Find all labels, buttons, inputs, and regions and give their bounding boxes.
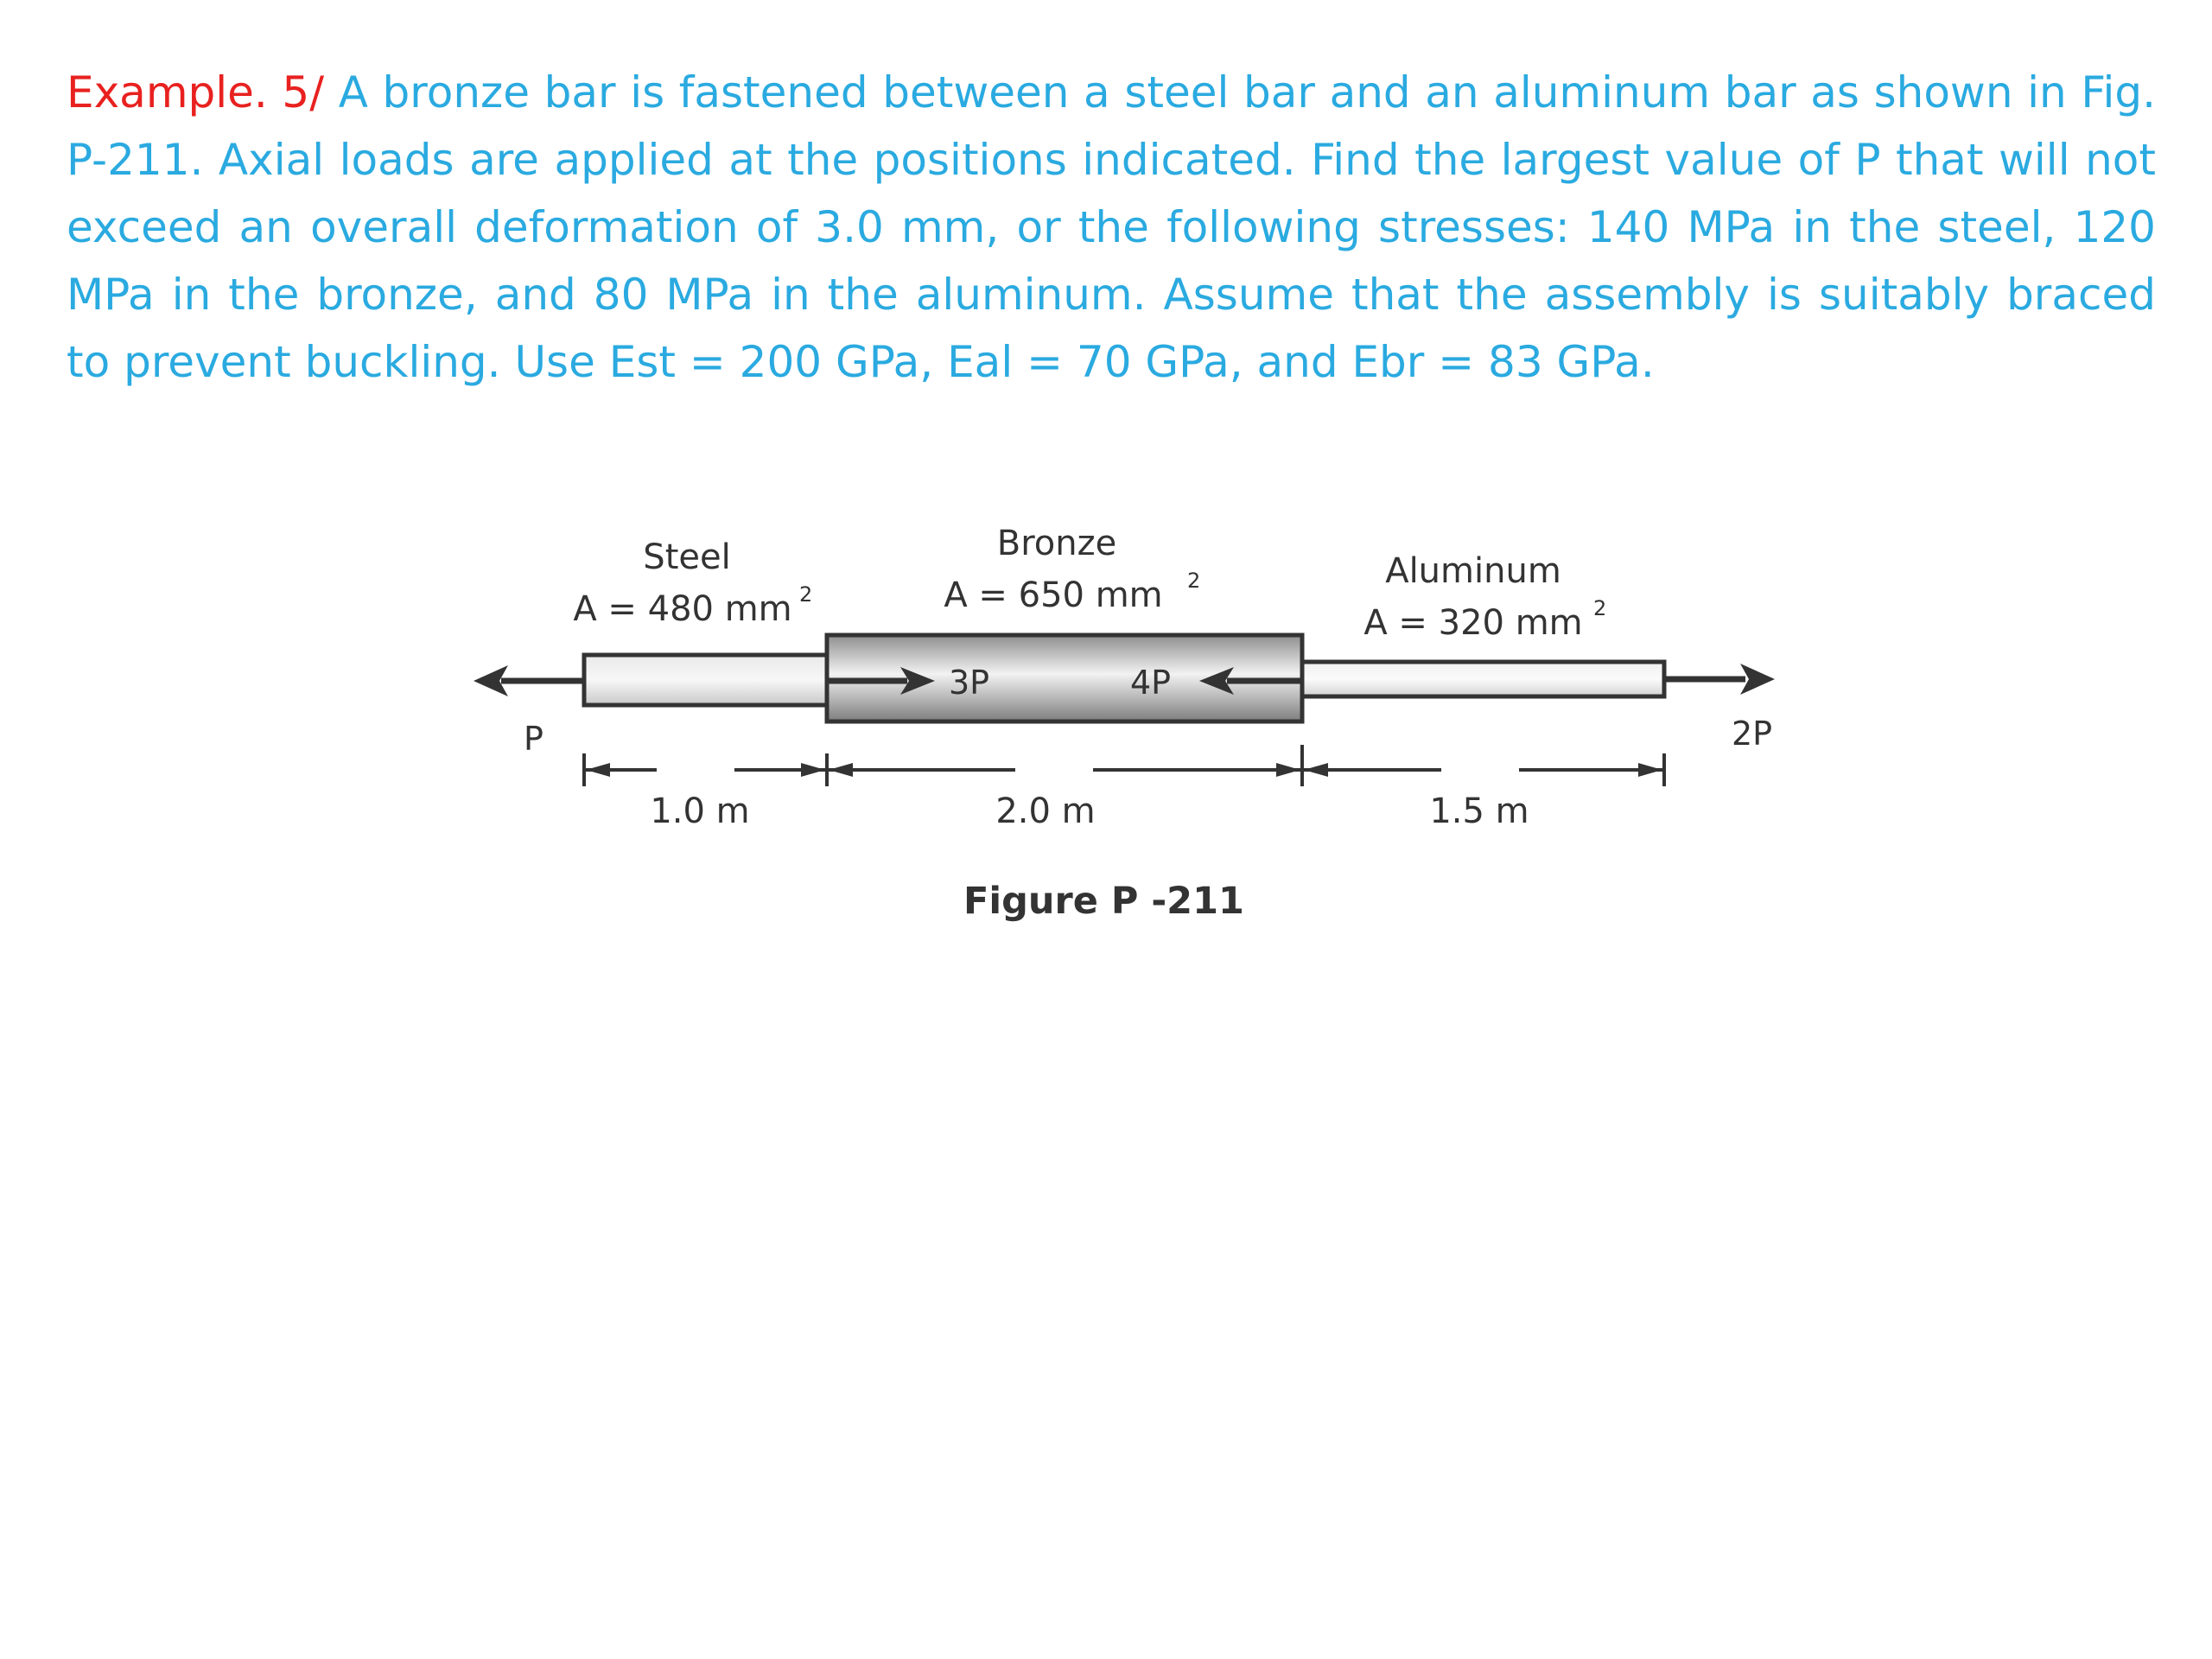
aluminum-bar <box>1302 662 1664 696</box>
steel-area: A = 480 mm <box>573 589 792 629</box>
steel-bar <box>584 655 827 705</box>
bronze-area-exponent: 2 <box>1187 569 1201 593</box>
dimension-gap-aluminum <box>1441 757 1519 783</box>
load-label-3p: 3P <box>949 664 990 702</box>
load-label-4p: 4P <box>1130 664 1172 702</box>
aluminum-name: Aluminum <box>1385 551 1561 591</box>
steel-length: 1.0 m <box>650 791 750 831</box>
load-arrow-right <box>1664 664 1775 695</box>
steel-name: Steel <box>643 537 731 577</box>
bronze-length: 2.0 m <box>995 791 1096 831</box>
load-label-p: P <box>524 720 543 758</box>
figure-caption: Figure P -211 <box>963 880 1244 923</box>
aluminum-length: 1.5 m <box>1429 791 1529 831</box>
steel-area-exponent: 2 <box>799 582 813 607</box>
example-label: Example. 5/ <box>67 67 325 118</box>
load-label-2p: 2P <box>1732 715 1773 753</box>
dimension-gap-steel <box>657 757 734 783</box>
load-arrow-left <box>474 665 584 696</box>
aluminum-area: A = 320 mm <box>1363 603 1583 643</box>
bronze-area: A = 650 mm <box>944 575 1163 615</box>
aluminum-area-exponent: 2 <box>1593 596 1607 620</box>
bronze-name: Bronze <box>996 524 1117 563</box>
dimension-gap-bronze <box>1015 757 1093 783</box>
problem-text: A bronze bar is fastened between a steel bar and an aluminum bar as shown in Fig. P-211. Axial loads are applied at the positions indicated. Find the largest value of P that will not exceed an overall deformation of 3.0 mm, or the following stresses: 140 MPa in the steel, 120 MPa in the bronze, and 80 MPa in the aluminum. Assume that the assembly is suitably braced to prevent buckling. Use Est = 200 GPa, Eal = 70 GPa, and Ebr = 83 GPa. <box>67 67 2156 387</box>
